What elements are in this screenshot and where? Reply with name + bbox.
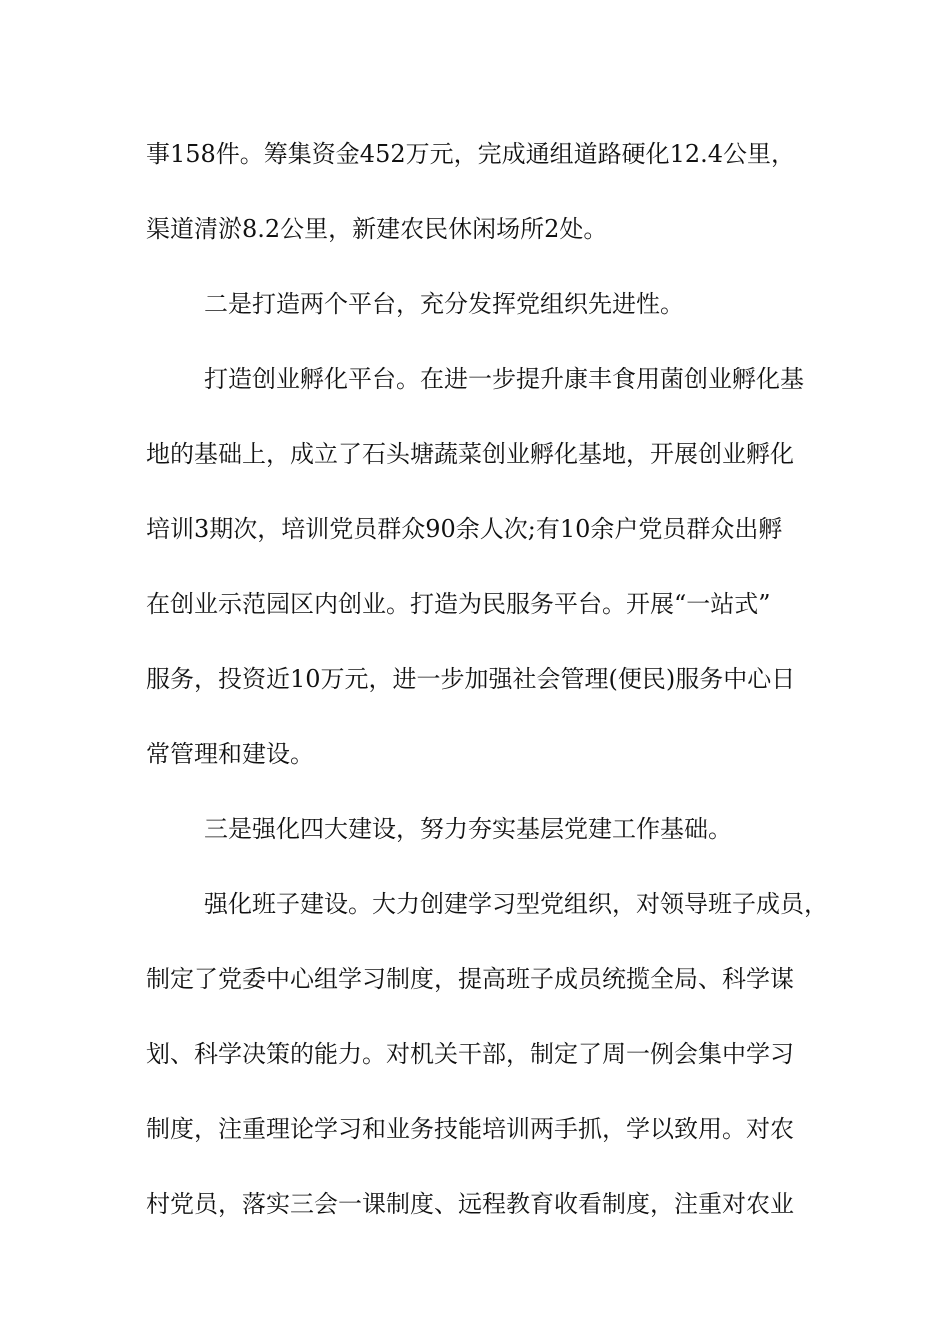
text-line: 村党员，落实三会一课制度、远程教育收看制度，注重对农业 (146, 1190, 794, 1218)
text-line: 常管理和建设。 (146, 740, 314, 768)
document-body (146, 127, 826, 1252)
text-line: 划、科学决策的能力。对机关干部，制定了周一例会集中学习 (146, 1040, 794, 1068)
paragraph-start-line: 打造创业孵化平台。在进一步提升康丰食用菌创业孵化基 (204, 365, 804, 393)
text-line: 地的基础上，成立了石头塘蔬菜创业孵化基地，开展创业孵化 (146, 440, 794, 468)
paragraph-start-line: 强化班子建设。大力创建学习型党组织，对领导班子成员， (204, 890, 828, 918)
text-line: 制度，注重理论学习和业务技能培训两手抓，学以致用。对农 (146, 1115, 794, 1143)
text-line: 服务，投资近10万元，进一步加强社会管理(便民)服务中心日 (146, 665, 796, 693)
text-line: 在创业示范园区内创业。打造为民服务平台。开展“一站式” (146, 590, 771, 618)
text-line: 事158件。筹集资金452万元，完成通组道路硬化12.4公里， (146, 140, 796, 168)
text-line: 渠道清淤8.2公里，新建农民休闲场所2处。 (146, 215, 608, 243)
text-line: 培训3期次，培训党员群众90余人次;有10余户党员群众出孵 (146, 515, 783, 543)
section-heading: 二是打造两个平台，充分发挥党组织先进性。 (204, 290, 684, 318)
section-heading: 三是强化四大建设，努力夯实基层党建工作基础。 (204, 815, 732, 843)
text-line: 制定了党委中心组学习制度，提高班子成员统揽全局、科学谋 (146, 965, 794, 993)
